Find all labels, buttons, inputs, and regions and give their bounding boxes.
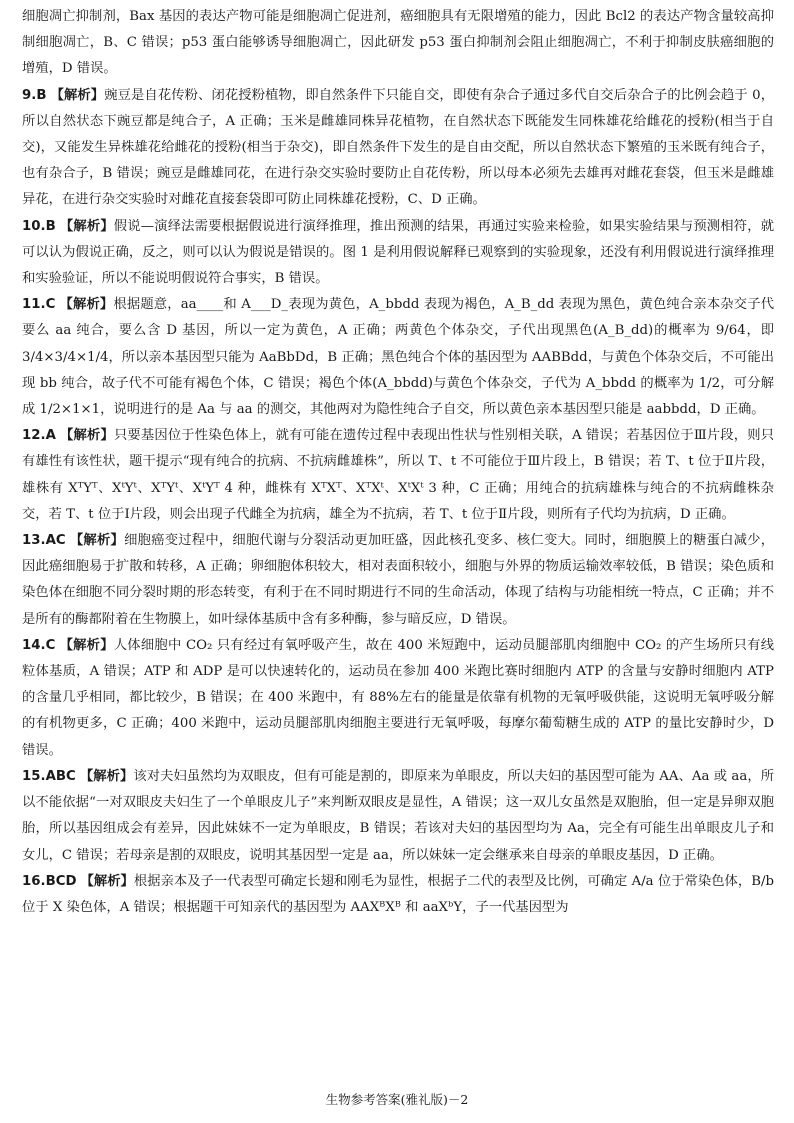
item-number: 10.: [22, 218, 46, 234]
item-answer: C: [45, 297, 56, 313]
answer-item-16: [22, 869, 774, 921]
answer-content: [22, 4, 774, 921]
answer-item-15: [22, 764, 774, 869]
item-answer: BCD: [45, 873, 77, 889]
item-text: 根据题意，aa____和 A___D_表现为黄色，A_bbdd 表现为褐色，A_B_dd 表现为黑色，黄色纯合亲本杂交子代要么 aa 纯合，要么含 D 基因，所以一定为黄色，A 正确；两黄色个体杂交，子代出现黑色(A_B_dd)的概率为 9/64，即 3/4×3/4×1/4，所以亲本基因型只能为 AaBbDd，B 正确；黑色纯合个体的基因型为 AABBdd，与黄色个体杂交后，不可能出现 bb 纯合，故子代不可能有褐色个体，C 错误；褐色个体(A_bbdd)与黄色个体杂交，子代为 A_bbdd 的概率为 1/2，可分解成 1/2×1×1，说明进行的是 Aa 与 aa 的测交，其他两对为隐性纯合子自交，所以黄色亲本基因型只能是 aabbdd，D 正确。: [22, 297, 775, 418]
item-number: 13.: [22, 533, 46, 549]
analysis-tag: 【解析】: [59, 218, 114, 234]
item-answer: B: [45, 218, 56, 234]
analysis-tag: 【解析】: [59, 428, 114, 444]
analysis-tag: 【解析】: [59, 637, 114, 653]
item-number: 15.: [22, 768, 46, 784]
item-answer: C: [45, 637, 56, 653]
answer-item-9: [22, 83, 774, 214]
analysis-tag: 【解析】: [50, 87, 105, 103]
item-text: 假说—演绎法需要根据假说进行演绎推理，推出预测的结果，再通过实验来检验，如果实验结果与预测相符，就可以认为假说正确，反之，则可以认为假说是错误的。图 1 是利用假说解释已观察到的实验现象，还没有利用假说进行演绎推理和实验验证，所以不能说明假说符合事实，B 错误。: [22, 218, 775, 287]
item-number: 12.: [22, 428, 46, 444]
item-number: 9.: [22, 87, 37, 103]
answer-item-13: [22, 528, 774, 633]
item-text: 人体细胞中 CO₂ 只有经过有氧呼吸产生，故在 400 米短跑中，运动员腿部肌肉细胞中 CO₂ 的产生场所只有线粒体基质，A 错误；ATP 和 ADP 是可以快速转化的，运动员在参加 400 米跑比赛时细胞内 ATP 的含量与安静时细胞内 ATP 的含量几乎相同，都比较少，B 错误；在 400 米跑中，有 88%左右的能量是依靠有机物的无氧呼吸供能，这说明无氧呼吸分解的有机物更多，C 正确；400 米跑中，运动员腿部肌肉细胞主要进行无氧呼吸，每摩尔葡萄糖生成的 ATP 的量比安静时少，D 错误。: [22, 637, 774, 758]
answer-item-12: [22, 423, 774, 528]
item-number: 16.: [22, 873, 46, 889]
item-answer: ABC: [45, 768, 76, 784]
item-text: 该对夫妇虽然均为双眼皮，但有可能是割的，即原来为单眼皮，所以夫妇的基因型可能为 AA、Aa 或 aa，所以不能依据“一对双眼皮夫妇生了一个单眼皮儿子”来判断双眼皮是显性，A 错误；这一双儿女虽然是双胞胎，但一定是异卵双胞胎，所以基因组成会有差异，因此妹妹不一定为单眼皮，B 错误；若该对夫妇的基因型均为 Aa，完全有可能生出单眼皮儿子和女儿，C 错误；若母亲是割的双眼皮，说明其基因型一定是 aa，所以妹妹一定会继承来自母亲的单眼皮基因，D 正确。: [22, 768, 774, 863]
item-answer: A: [45, 428, 56, 444]
item-text: 根据亲本及子一代表型可确定长翅和刚毛为显性，根据子二代的表型及比例，可确定 A/a 位于常染色体，B/b 位于 X 染色体，A 错误；根据题干可知亲代的基因型为 AAXᴮXᴮ 和 aaXᵇY，子一代基因型为: [22, 873, 774, 915]
item-text: 只要基因位于性染色体上，就有可能在遗传过程中表现出性状与性别相关联，A 错误；若基因位于Ⅲ片段，则只有雄性有该性状，题干提示“现有纯合的抗病、不抗病雌雄株”，所以 T、t 不可能位于Ⅲ片段上，B 错误；若 T、t 位于Ⅱ片段，雄株有 XᵀYᵀ、XᵗYᵗ、XᵀYᵗ、XᵗYᵀ 4 种，雌株有 XᵀXᵀ、XᵀXᵗ、XᵗXᵗ 3 种，C 正确；用纯合的抗病雄株与纯合的不抗病雌株杂交，若 T、t 位于Ⅰ片段，则会出现子代雌全为抗病，雄全为不抗病，若 T、t 位于Ⅱ片段，则所有子代均为抗病，D 正确。: [22, 428, 775, 522]
intro-paragraph: 细胞凋亡抑制剂，Bax 基因的表达产物可能是细胞凋亡促进剂，癌细胞具有无限增殖的能力，因此 Bcl2 的表达产物含量较高抑制细胞凋亡，B、C 错误；p53 蛋白能够诱导细胞凋亡，因此研发 p53 蛋白抑制剂会阻止细胞凋亡，不利于抑制皮肤癌细胞的增殖，D 错误。: [22, 9, 774, 77]
item-text: 细胞癌变过程中，细胞代谢与分裂活动更加旺盛，因此核孔变多、核仁变大。同时，细胞膜上的糖蛋白减少，因此癌细胞易于扩散和转移，A 正确；卵细胞体积较大，相对表面积较小，细胞与外界的物质运输效率较低，B 错误；染色质和染色体在细胞不同分裂时期的形态转变，有利于在不同时期进行不同的生命活动，体现了结构与功能相统一特点，C 正确；并不是所有的酶都附着在生物膜上，如叶绿体基质中含有多种酶，参与暗反应，D 错误。: [22, 533, 775, 627]
item-number: 11.: [22, 297, 46, 313]
item-text: 豌豆是自花传粉、闭花授粉植物，即自然条件下只能自交，即使有杂合子通过多代自交后杂合子的比例会趋于 0，所以自然状态下豌豆都是纯合子，A 正确；玉米是雌雄同株异花植物，在自然状态下既能发生同株雄花给雌花的授粉(相当于自交)，又能发生异株雄花给雌花的授粉(相当于杂交)，即自然条件下发生的是自由交配，所以自然状态下繁殖的玉米既有纯合子，也有杂合子，B 错误；豌豆是雌雄同花，在进行杂交实验时要防止自花传粉，所以母本必须先去雄再对雌花套袋，但玉米是雌雄异花，在进行杂交实验时对雌花直接套袋即可防止同株雄花授粉，C、D 正确。: [22, 87, 775, 208]
analysis-tag: 【解析】: [69, 533, 125, 549]
analysis-tag: 【解析】: [59, 297, 114, 313]
page-footer: 生物参考答案(雅礼版)－2: [325, 1092, 469, 1107]
item-answer: AC: [45, 533, 66, 549]
analysis-tag: 【解析】: [79, 768, 134, 784]
answer-item-11: [22, 292, 774, 423]
analysis-tag: 【解析】: [80, 873, 134, 889]
answer-item-14: [22, 633, 774, 764]
item-answer: B: [36, 87, 47, 103]
answer-item-10: [22, 214, 774, 293]
item-number: 14.: [22, 637, 46, 653]
